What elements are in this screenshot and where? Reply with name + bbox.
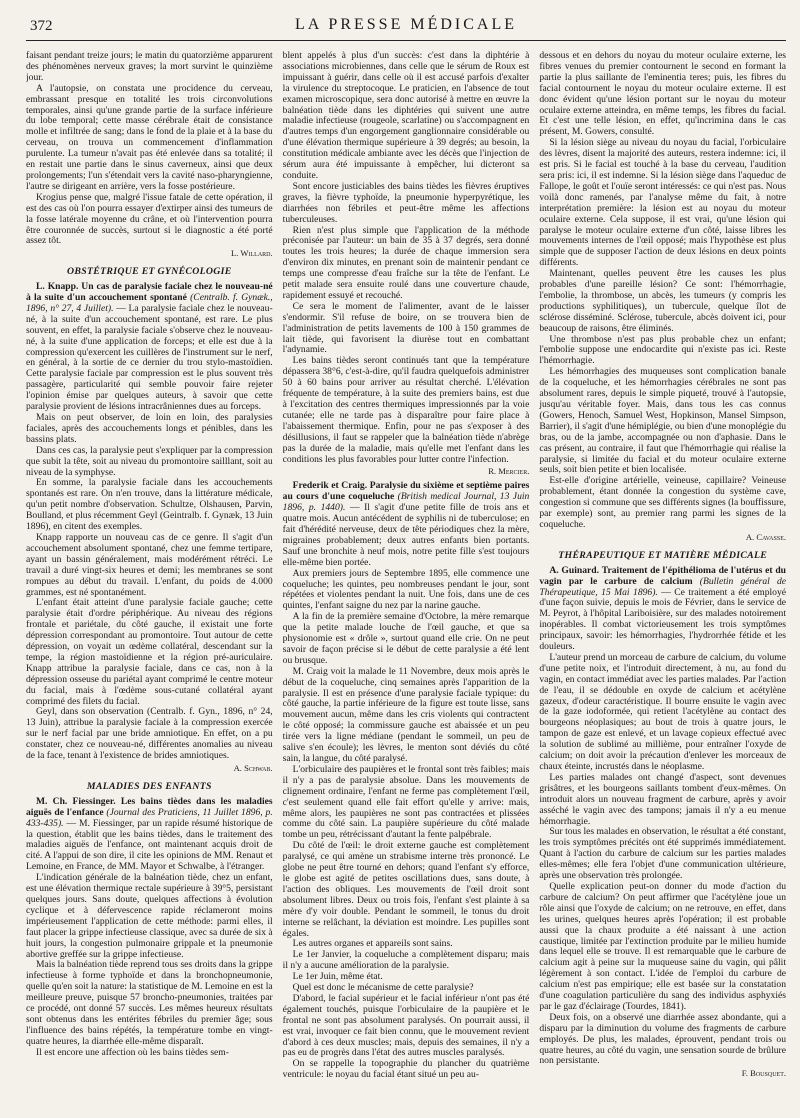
article-title: Les bains tièdes dans les maladies aiguës de l'enfance: [26, 795, 273, 818]
article-signature: [539, 532, 786, 543]
article-text: — M. Fiessinger, par un rapide résumé historique de la question, établit que les bains tièdes, dans le traitement des maladies aiguës de l'enfance, ont maintenant acquis droit de cité. A l'appui de son dire, il cite les opinions de MM. Renaut et Lemoine, en France, de MM. Mayor et Schwalbe, à l'étranger.: [26, 817, 273, 873]
paragraph: En somme, la paralysie faciale dans les accouchements spontanés est rare. On n'en trouve, dans la littérature médicale, qu'un petit nombre d'observation. Schultze, Olshausen, Parvin, Boulland, et plus récemment Geyl (Geintralb. f. Gynæk, 13 Juin 1896), en citent des exemples.: [26, 477, 273, 533]
article-title: Paralysie du sixième et septième paires au cours d'une coqueluche: [282, 480, 530, 503]
paragraph: M. Craig voit la malade le 11 Novembre, deux mois après le début de la coqueluche, cinq semaines après l'apparition de la paralysie. Il est en présence d'une paralysie faciale typique: du côté gauche, la partie inférieure de la figure est toute lisse, sans mouvement aucun, même dans les cris violents qui contractent le côté opposé; la commissure gauche est abaissée et un peu tirée vers la ligne médiane (pendant le sommeil, un peu de salive s'en écoule); les lèvres, le menton sont déviés du côté sain, la langue, du côté paralysé.: [282, 665, 530, 764]
signature-name: L. Willard.: [231, 248, 273, 259]
section-heading: OBSTÉTRIQUE ET GYNÉCOLOGIE: [67, 266, 232, 278]
article-author: L. Knapp.: [36, 281, 79, 293]
paragraph: Les bains tièdes seront continués tant que la température dépassera 38°6, c'est-à-dire, qu'il faudra quelquefois administrer 50 à 60 bains pour arriver au résultat cherché. L'élévation fréquente de température, à la suite des premiers bains, est due à l'excitation des centres thermiques impressionnés par la voie cutanée; elle ne tarde pas à disparaître pour faire place à l'abaissement thermique. Enfin, pour ne pas s'exposer à des désillusions, il faut se rappeler que la balnéation tiède n'abrège pas la durée de la maladie, mais qu'elle met l'enfant dans les conditions les plus favorables pour lutter contre l'infection.: [282, 355, 530, 465]
paragraph: Deux fois, on a observé une diarrhée assez abondante, qui a disparu par la diminution du volume des fragments de carbure employés. De plus, les malades, éprouvent, pendant trois ou quatre heures, au côté du vagin, une sensation sourde de brûlure non persistante.: [539, 1011, 786, 1067]
section-heading: MALADIES DES ENFANTS: [86, 780, 212, 792]
paragraph: Quel est donc le mécanisme de cette paralysie?: [292, 982, 474, 994]
paragraph: D'abord, le facial supérieur et le facial inférieur n'ont pas été également touchés, puisque l'orbiculaire de la paupière et le frontal ne sont pas absolument paralysés. On pourrait aussi, il est vrai, invoquer ce fait bien connu, que le mouvement revient d'abord à ces deux muscles; mais, depuis des semaines, il n'y a pas eu de progrès dans l'état des autres muscles paralysés.: [282, 992, 530, 1059]
signature-name: F. Bousquet.: [741, 1068, 786, 1079]
article-title: Un cas de paralysie faciale chez le nouveau-né à la suite d'un accouchement spontané: [26, 281, 273, 304]
paragraph: Les parties malades ont changé d'aspect, sont devenues grisâtres, et les bourgeons saillants tombent d'eux-mêmes. On introduit alors un nouveau fragment de carbure, après y avoir asséché le vagin avec des tampons; jamais il n'y a eu menue hémorrhagie.: [539, 771, 786, 827]
paragraph: L'enfant était atteint d'une paralysie faciale gauche; cette paralysie était d'ordre périphérique. Au niveau des régions frontale et pariétale, du côté gauche, il existait une forte dépression correspondant au promontoire. Tout autour de cette dépression, on voyait un œdème collatéral, descendant sur la tempe, la région mastoïdienne et la région pré-auriculaire. Knapp attribue la paralysie faciale, dans ce cas, non à la dépression osseuse du pariétal ayant comprimé le centre moteur du facial, mais à l'œdème sous-cutané collatéral ayant comprimé des filets du facial.: [26, 597, 273, 707]
section-heading: THÉRAPEUTIQUE ET MATIÈRE MÉDICALE: [558, 549, 768, 561]
paragraph: Mais la balnéation tiède reprend tous ses droits dans la grippe infectieuse à forme typhoïde et dans la bronchopneumonie, quelle qu'en soit la nature: la statistique de M. Lemoine en est la meilleure preuve, puisque 57 broncho-pneumonies, traitées par ce procédé, ont donné 57 succès. Les mêmes heureux résultats sont obtenus dans les entérites fébriles du premier âge; sous l'influence des bains répétés, la température tombe en vingt-quatre heures, la diarrhée elle-même disparaît.: [26, 959, 273, 1047]
paragraph: Est-elle d'origine artérielle, veineuse, capillaire? Veineuse probablement, étant donnée la congestion du système cave, congestion si commune que ses différents signes (la bouffissure, par exemple) sont, au premier rang parmi les signes de la coqueluche.: [539, 475, 786, 530]
paragraph: L'orbiculaire des paupières et le frontal sont très faibles; mais il n'y a pas de paralysie absolue. Dans les mouvements de clignement ordinaire, l'enfant ne ferme pas complètement l'œil, c'est seulement quand elle fait effort qu'elle y arrive: mais, même alors, les paupières ne sont pas contractées et plissées comme du côté sain. La paupière supérieure du côté malade tombe un peu, rétrécissant d'autant la fente palpébrale.: [282, 763, 530, 841]
column-3: [539, 51, 786, 1111]
paragraph: Maintenant, quelles peuvent être les causes les plus probables d'une pareille lésion? Ce sont: l'hémorrhagie, l'embolie, la thrombose, un abcès, les tumeurs (y compris les productions syphilitiques), un tubercule, quelque îlot de sclérose disséminé. Sclérose, tubercule, abcès doivent ici, pour beaucoup de raisons, être éliminés.: [539, 268, 786, 334]
article-reference: (Bulletin général de Thérapeutique, 15 Mai 1896).: [539, 575, 786, 598]
paragraph: Une thrombose n'est pas plus probable chez un enfant; l'embolie suppose une endocardite qui n'existe pas ici. Reste l'hémorrhagie.: [539, 333, 786, 367]
article-reference: (British medical Journal, 13 Juin 1896, p. 1440).: [282, 491, 530, 514]
article-lead: [26, 282, 273, 413]
article-lead: [26, 797, 273, 873]
article-reference: (Centralb. f. Gynæk., 1896, n° 27, 4 Juillet).: [26, 292, 273, 314]
page-header: [26, 14, 786, 41]
paragraph: Mais on peut observer, de loin en loin, des paralysies faciales, après des accouchements longs et pénibles, dans les bassins plats.: [26, 412, 273, 445]
paragraph: Krogius pense que, malgré l'issue fatale de cette opération, il est des cas où l'on pourra essayer d'extirper ainsi des tumeurs de la fosse latérale moyenne du crâne, et où l'intervention pourra être couronnée de succès, surtout si le diagnostic a été porté assez tôt.: [26, 191, 273, 247]
paragraph: A l'autopsie, on constata une procidence du cerveau, embrassant presque en totalité les trois circonvolutions temporales, ainsi qu'une grande partie de la surface inférieure du lobe temporal; cette masse cérébrale était de consistance molle et infiltrée de sang; dans le fond de la plaie et à la base du cerveau, on trouva un commencement d'inflammation purulente. La tumeur n'avait pas été enlevée dans sa totalité; il en restait une partie dans le sinus caverneux, ainsi que deux prolongements; l'un s'étendait vers la cavité naso-pharyngienne, l'autre se dirigeant en arrière, vers la fosse postérieure.: [26, 82, 273, 192]
article-text: — Il s'agit d'une petite fille de trois ans et quatre mois. Aucun antécédent de syphilis ni de tuberculose; en fait d'hérédité nerveuse, deux de tête périodiques chez la mère, migraines probablement; deux autres enfants bien portants. Sauf une bronchite à neuf mois, notre petite fille s'est toujours elle-même bien portée.: [282, 502, 530, 568]
paragraph: Ce sera le moment de l'alimenter, avant de le laisser s'endormir. S'il refuse de boire, on se trouvera bien de l'administration de petits lavements de 100 à 150 grammes de lait tiède, qui favorisent la diurèse tout en combattant l'adynamie.: [282, 300, 530, 356]
paragraph: Les autres organes et appareils sont sains.: [292, 938, 453, 950]
columns: [26, 51, 786, 1111]
paragraph: blent appelés à plus d'un succès: c'est dans la diphtérie à associations microbiennes, dans celle que le sérum de Roux est impuissant à guérir, dans celle où il est accusé parfois d'exalter la virulence du streptocoque. Le praticien, en l'absence de tout examen microscopique, sera donc autorisé à mettre en œuvre la balnéation tiède dans les diphtéries qui suivent une autre maladie infectieuse (rougeole, scarlatine) ou s'accompagnent en d'autres temps d'un engorgement ganglionnaire considérable ou d'une élévation thermique supérieure à 39 degrés; au besoin, la constitution médicale ambiante avec les décès que l'injection de sérum aura été impuissante à empêcher, lui dicteront sa conduite.: [282, 51, 530, 181]
paragraph: Dans ces cas, la paralysie peut s'expliquer par la compression que subit la tête, soit au niveau du promontoire sailllant, soit au niveau de la symphyse.: [26, 444, 273, 478]
article-reference: (Journal des Praticiens, 11 Juillet 1896, p. 433-435).: [26, 806, 273, 829]
paragraph: L'auteur prend un morceau de carbure de calcium, du volume d'une petite noix, et l'introduit directement, à nu, au fond du vagin, en contact immédiat avec les parties malades. Par l'action de l'eau, il se dédouble en oxyde de calcium et acétylène gazeux, d'odeur caractéristique. Il bourre ensuite le vagin avec de la gaze iodoformée, qui retient l'acétylène au contact des bourgeons néoplasiques; au bout de trois à quatre jours, le tampon de gaze est enlevé, et un lavage copieux effectué avec la solution de sublimé au millième, pour entraîner l'oxyde de calcium; on doit avoir la précaution d'enlever les morceaux de chaux éteinte, incrustés dans le néoplasme.: [539, 651, 786, 772]
article-text: — La paralysie faciale chez le nouveau-né, à la suite d'un accouchement spontané, est rare. Le plus souvent, en effet, la paralysie faciale s'observe chez le nouveau-né, à la suite d'une application de forceps; et elle est due à la compression qu'exercent les cuillères de l'instrument sur le nerf, en général, à la sortie de ce dernier du trou stylo-mastoïdien. Cette paralysie faciale par compression est le plus souvent très passagère, particularité qui semble pouvoir faire rejeter l'opinion émise par quelques auteurs, à savoir que cette paralysie provient de lésions intracrâniennes dues au forceps.: [26, 302, 273, 413]
article-signature: [283, 466, 530, 477]
paragraph: faisant pendant treize jours; le matin du quatorzième apparurent des phénomènes nerveux graves; la mort survint le quinzième jour.: [26, 51, 273, 83]
paragraph: Aux premiers jours de Septembre 1895, elle commence une coqueluche; les quintes, peu nombreuses pendant le jour, sont répétées et violentes pendant la nuit. Une fois, dans une de ces quintes, l'enfant saigne du nez par la narine gauche.: [282, 567, 530, 612]
article-lead: [283, 481, 530, 568]
paragraph: Le 1er Janvier, la coqueluche a complètement disparu; mais il n'y a aucune amélioration de la paralysie.: [282, 949, 530, 972]
paragraph: Il est encore une affection où les bains tièdes sem-: [36, 1046, 229, 1058]
article-signature: [26, 248, 273, 259]
page-number: 372: [30, 18, 53, 34]
paragraph: Rien n'est plus simple que l'application de la méthode préconisée par l'auteur: un bain de 35 à 37 degrés, sera donné toutes les trois heures; la durée de chaque immersion sera d'environ dix minutes, en prenant soin de maintenir pendant ce temps une compresse d'eau fraîche sur la tête de l'enfant. Le petit malade sera ensuite roulé dans une couverture chaude, rapidement essuyé et recouché.: [282, 224, 530, 301]
paragraph: A la fin de la première semaine d'Octobre, la mère remarque que la petite malade louche de l'œil gauche, et que sa physionomie est « drôle », surtout quand elle crie. On ne peut savoir de façon précise si le début de cette paralysie a été lent ou brusque.: [282, 611, 530, 666]
article-author: Frederik et Craig.: [292, 480, 368, 492]
paragraph: dessous et en dehors du noyau du moteur oculaire externe, les fibres venues du premier contournent le second en formant la partie la plus saillante de l'eminentia teres; puis, les fibres du facial contournent le noyau du moteur oculaire externe. Il est donc évident qu'une lésion portant sur le noyau du moteur oculaire externe atteindra, en même temps, les fibres du facial. Et c'est une telle lésion, en effet, qu'incrimina dans le cas présent, M. Gowers, consulté.: [539, 51, 786, 138]
paragraph: Les hémorrhagies des muqueuses sont complication banale de la coqueluche, et les hémorrhagies cérébrales ne sont pas absolument rares, depuis le simple piqueté, trouvé à l'autopsie, jusqu'au véritable foyer. Mais, dans tous les cas connus (Gowers, Henoch, Samuel West, Hopkinson, Mansel Simpson, Barrier), il s'agit d'une hémiplégie, ou bien d'une monoplégie du bras, ou de la jambe, accompagnée ou non d'aphasie. Dans le cas présent, au contraire, il faut que l'hémorrhagie qui réalise la paralysie, si limitée du facial et du moteur oculaire externe seuls, soit bien petite et bien localisée.: [539, 366, 786, 476]
article-text: — Ce traitement a été employé d'une façon suivie, depuis le mois de Février, dans le service de M. Peyrot, à l'hôpital Lariboisière, sur des malades notoirement inopérables. Il combat victorieusement les trois symptômes principaux, savoir: les hémorrhagies, l'hydrorrhée fétide et les douleurs.: [539, 586, 786, 653]
article-title: Traitement de l'épithélioma de l'utérus et du vagin par le carbure de calcium: [539, 564, 786, 587]
paragraph: L'indication générale de la balnéation tiède, chez un enfant, est une élévation thermique rectale supérieure à 39°5, persistant quelques jours. Sans doute, quelques affections à évolution cyclique et à défervescence rapide réclameront moins impérieusement l'application de cette méthode: parmi elles, il faut placer la grippe infectieuse classique, avec sa durée de six à huit jours, la congestion pulmonaire grippale et la pneumonie abortive greffée sur la grippe infectieuse.: [26, 872, 273, 960]
signature-name: R. Mercier.: [488, 466, 530, 477]
article-author: A. Guinard.: [549, 564, 600, 576]
paragraph: Si la lésion siège au niveau du noyau du facial, l'orbiculaire des lèvres, disent la majorité des auteurs, restera indemne: ici, il est pris. Si le facial est touché à la base du cerveau, l'audition sera pris: ici, il est indemne. Si la lésion siège dans l'aqueduc de Fallope, le goût et l'ouïe seront intéressés: ce qui n'est pas. Nous voilà donc ramenés, par l'analyse même du fait, à notre interprétation première: la lésion est au noyau du moteur oculaire externe. Cela suppose, il est vrai, qu'une lésion qui paralyse le moteur oculaire externe d'un côté, laisse libres les mouvements internes de l'œil opposé; mais l'hypothèse est plus simple que de supposer l'action de deux lésions en deux points différents.: [539, 137, 786, 269]
paragraph: Quelle explication peut-on donner du mode d'action du carbure de calcium? On peut affirmer que l'acétylène joue un rôle ainsi que l'oxyde de calcium; on ne retrouve, en effet, dans les urines, quelques heures après l'opération; il est probable aussi que la chaux produite a été naissant à une action caustique, limitée par l'extinction produite par le milieu humide dans lequel elle se trouve. Il est remarquable que le carbure de calcium agit à peine sur la muqueuse saine du vagin, qui pâlit légèrement à son contact. L'idée de l'emploi du carbure de calcium n'est pas empirique; elle est basée sur la constatation d'une coagulation particulière du sang des individus asphyxiés par le gaz d'éclairage (Tourdes, 1841).: [539, 880, 786, 1012]
paragraph: On se rappelle la topographie du plancher du quatrième ventricule: le noyau du facial étant situé un peu au-: [282, 1058, 530, 1081]
paragraph: Du côté de l'œil: le droit externe gauche est complètement paralysé, ce qui amène un strabisme interne très prononcé. Le globe ne peut être tourné en dehors; quand l'enfant s'y efforce, le globe est agité de petites oscillations dues, sans doute, à l'action des obliques. Les mouvements de l'œil droit sont absolument libres. Deux ou trois fois, l'enfant s'est plainte à sa mère d'y voir double. Pendant le sommeil, le tonus du droit interne se relâchant, la déviation est moindre. Les pupilles sont égales.: [282, 840, 530, 939]
article-lead: [539, 566, 786, 653]
column-2: [283, 51, 530, 1111]
journal-title: LA PRESSE MÉDICALE: [294, 16, 517, 33]
paragraph: Sur tous les malades en observation, le résultat a été constant, les trois symptômes précités ont été supprimés immédiatement. Quant à l'action du carbure de calcium sur les parties malades elles-mêmes; elle fera l'objet d'une communication ultérieure, après une observation très prolongée.: [539, 826, 786, 882]
paragraph: Knapp rapporte un nouveau cas de ce genre. Il s'agit d'un accouchement absolument spontané, chez une femme tertipare, ayant un bassin généralement, mais modérément rétréci. Le travail a duré vingt-six heures et demi; les membranes se sont rompues au début du travail. L'enfant, du poids de 4.000 grammes, est né spontanément.: [26, 531, 273, 598]
paragraph: Le 1er Juin, même état.: [292, 971, 383, 983]
column-1: [26, 51, 273, 1111]
article-signature: [26, 763, 273, 774]
paragraph: Sont encore justiciables des bains tièdes les fièvres éruptives graves, la fièvre typhoïde, la pneumonie hyperpyrétique, les diarrhées non fébriles et peut-être même les affections tuberculeuses.: [282, 180, 530, 225]
signature-name: A. Cavasse.: [745, 531, 786, 542]
signature-name: A. Schwab.: [233, 763, 273, 773]
paragraph: Geyl, dans son observation (Centralb. f. Gyn., 1896, n° 24, 13 Juin), attribue la paralysie faciale à la compression exercée sur le nerf facial par une bride amniotique. En effet, on a pu constater, chez ce nouveau-né, différentes anomalies au niveau de la face, tenant à l'existence de brides amniotiques.: [26, 706, 273, 762]
article-signature: [539, 1068, 786, 1079]
article-author: M. Ch. Fiessinger.: [36, 795, 116, 807]
